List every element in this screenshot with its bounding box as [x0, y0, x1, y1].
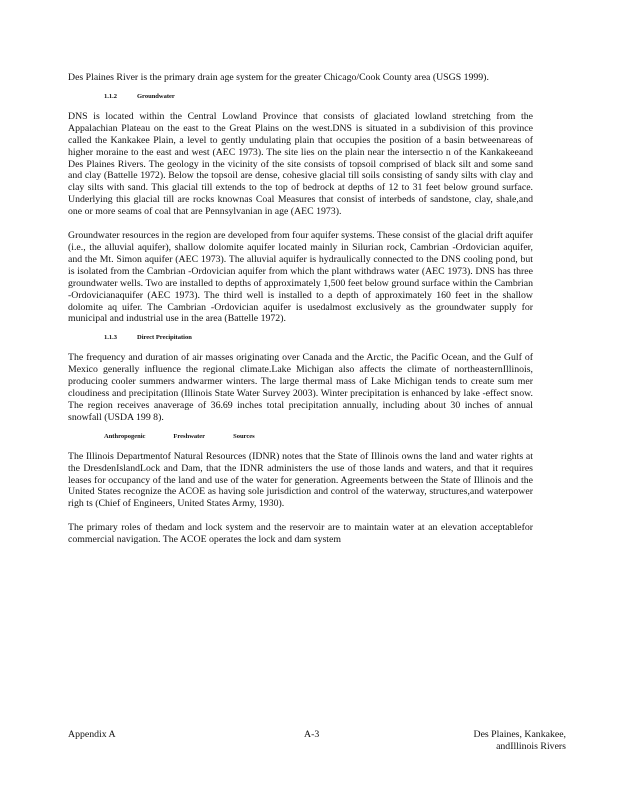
intro-paragraph: Des Plaines River is the primary drain age system for the greater Chicago/Cook County area (USGS 1999).	[68, 72, 489, 83]
section-heading-anthropogenic	[104, 432, 533, 442]
anthropogenic-paragraph-1: The Illinois Departmentof Natural Resources (IDNR) notes that the State of Illinois owns the land and water rights at the DresdenIslandLock and Dam, that the IDNR administers the use of those lands and waters, and that it requires leases for occupancy of the land and use of the water for generation. Agreements between the State of Illinois and the United States recognize the ACOE as having sole jurisdiction and control of the waterway, structures,and waterpower righ ts (Chief of Engineers, United States Army, 1930).	[68, 450, 533, 510]
heading-word: Anthropogenic	[104, 432, 146, 440]
groundwater-paragraph-2: Groundwater resources in the region are developed from four aquifer systems. These consist of the glacial drift aquifer (i.e., the alluvial aquifer), shallow dolomite aquifer located mainly in Silurian rock, Cambrian -Ordovician aquifer, and the Mt. Simon aquifer (AEC 1973). The alluvial aquifer is hydraulically connected to the DNS cooling pond, but is isolated from the Cambrian -Ordovician aquifer from which the plant withdraws water (AEC 1973). DNS has three groundwater wells. Two are installed to depths of approximately 1,500 feet below ground surface within the Cambrian -Ordovicianaquifer (AEC 1973). The third well is installed to a depth of approximately 160 feet in the shallow dolomite aq uifer. The Cambrian -Ordovician aquifer is usedalmost exclusively as the groundwater supply for municipal and industrial use in the area (Battelle 1972).	[68, 230, 534, 325]
section-number: 1.1.3	[104, 334, 117, 342]
heading-word: Sources	[233, 432, 255, 440]
precipitation-paragraph: The frequency and duration of air masses originating over Canada and the Arctic, the Pacific Ocean, and the Gulf of Mexico generally influence the regional climate.Lake Michigan also affects the climate of northeasternIllinois, producing cooler summers andwarmer winters. The large thermal mass of Lake Michigan tends to create sum mer cloudiness and precipitation (Illinois State Water Survey 2003). Winter precipitation is enhanced by lake -effect snow. The region receives anaverage of 36.69 inches total precipitation annually, including about 30 inches of annual snowfall (USDA 199 8).	[68, 352, 533, 423]
footer-title-line-1: Des Plaines, Kankakee,	[473, 729, 566, 740]
footer-title-line-2: andIllinois Rivers	[496, 740, 566, 752]
footer-page-number: A-3	[304, 729, 320, 740]
heading-word: Freshwater	[173, 432, 206, 440]
document-body	[68, 72, 533, 546]
groundwater-paragraph-1: DNS is located within the Central Lowland Province that consists of glaciated lowland stretching from the Appalachian Plateau on the east to the Great Plains on the west.DNS is situated in a subdivision of this province called the Kankakee Plain, a level to gently undulating plain that occupies the position of a basin betweenareas of higher moraine to the east and west (AEC 1973). The site lies on the plain near the intersectio n of the Kankakeeand Des Plaines Rivers. The geology in the vicinity of the site consists of topsoil comprised of black silt and some sand and clay (Battelle 1972). Below the topsoil are dense, cohesive glacial till soils consisting of sandy silts with clay and clay silts with sand. This glacial till extends to the top of bedrock at depths of 12 to 31 feet below ground surface. Underlying this glacial till are rocks knownas Coal Measures that consist of interbeds of sandstone, clay, shale,and one or more seams of coal that are Pennsylvanian in age (AEC 1973).	[68, 110, 533, 218]
section-title: Groundwater	[137, 92, 175, 100]
section-title: Direct Precipitation	[137, 334, 192, 342]
section-heading-precipitation	[104, 333, 533, 343]
footer-appendix-label: Appendix A	[68, 729, 116, 740]
footer-document-title	[474, 729, 567, 753]
section-heading-groundwater	[104, 92, 533, 102]
section-number: 1.1.2	[104, 92, 117, 100]
anthropogenic-paragraph-2: The primary roles of thedam and lock system and the reservoir are to maintain water at an elevation acceptablefor commercial navigation. The ACOE operates the lock and dam system	[68, 522, 533, 546]
